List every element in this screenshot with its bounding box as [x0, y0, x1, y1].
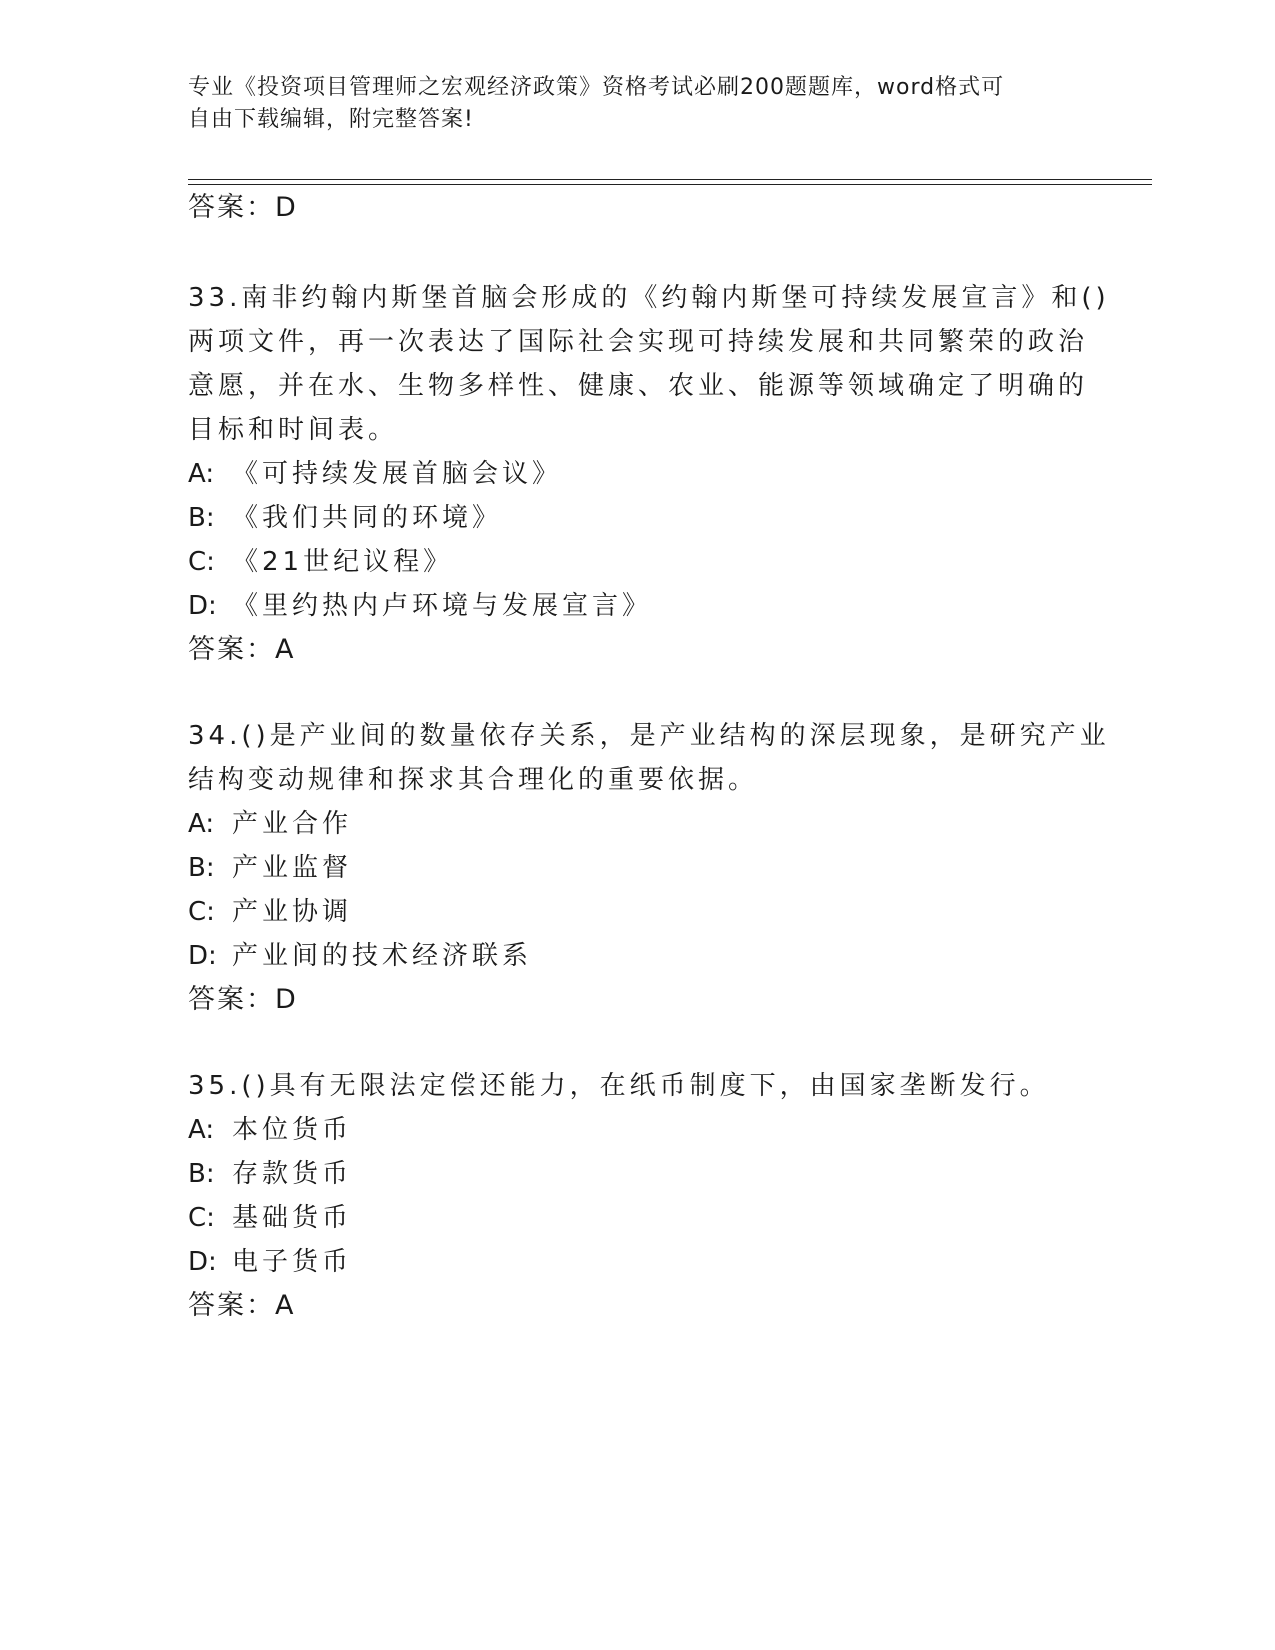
answer: 答案：A [188, 1290, 296, 1321]
option-text: 《21世纪议程》 [232, 547, 454, 577]
option-a [188, 454, 562, 494]
option-b [188, 848, 352, 888]
option-text: 《我们共同的环境》 [232, 503, 503, 533]
header-line-2: 自由下载编辑，附完整答案! [188, 107, 474, 132]
option-d [188, 1242, 352, 1282]
option-key: D: [188, 941, 217, 971]
option-text: 电子货币 [232, 1247, 353, 1277]
question-text-line: 33.南非约翰内斯堡首脑会形成的《约翰内斯堡可持续发展宣言》和() [188, 283, 1110, 313]
option-c [188, 542, 453, 582]
option-text: 《可持续发展首脑会议》 [232, 459, 563, 489]
question-text-line: 34.()是产业间的数量依存关系，是产业结构的深层现象，是研究产业 [188, 721, 1110, 751]
option-b [188, 1154, 352, 1194]
option-text: 产业协调 [232, 897, 353, 927]
answer: 答案：D [188, 984, 298, 1015]
document-header [188, 72, 1068, 136]
question-text-line: 35.()具有无限法定偿还能力，在纸币制度下，由国家垄断发行。 [188, 1071, 1050, 1101]
header-divider-top [188, 179, 1152, 180]
option-text: 存款货币 [232, 1159, 353, 1189]
question-text-line: 目标和时间表。 [188, 415, 399, 445]
question-text-line: 意愿，并在水、生物多样性、健康、农业、能源等领域确定了明确的 [188, 371, 1089, 401]
option-text: 《里约热内卢环境与发展宣言》 [232, 591, 653, 621]
option-key: D: [188, 1247, 217, 1277]
option-key: A: [188, 459, 215, 489]
option-text: 基础货币 [232, 1203, 353, 1233]
header-line-1: 专业《投资项目管理师之宏观经济政策》资格考试必刷200题题库，word格式可 [188, 75, 1005, 100]
option-key: C: [188, 547, 215, 577]
option-key: C: [188, 1203, 215, 1233]
option-key: A: [188, 809, 215, 839]
header-divider-bottom [188, 184, 1152, 185]
option-key: A: [188, 1115, 215, 1145]
option-a [188, 1110, 352, 1150]
option-b [188, 498, 502, 538]
option-key: D: [188, 591, 217, 621]
option-key: B: [188, 503, 215, 533]
option-d [188, 586, 652, 626]
option-text: 本位货币 [232, 1115, 353, 1145]
previous-answer: 答案：D [188, 192, 298, 223]
option-key: C: [188, 897, 215, 927]
option-key: B: [188, 853, 215, 883]
answer: 答案：A [188, 634, 296, 665]
option-text: 产业监督 [232, 853, 353, 883]
option-key: B: [188, 1159, 215, 1189]
option-c [188, 1198, 352, 1238]
option-c [188, 892, 352, 932]
question-text-line: 结构变动规律和探求其合理化的重要依据。 [188, 765, 759, 795]
question-text-line: 两项文件，再一次表达了国际社会实现可持续发展和共同繁荣的政治 [188, 327, 1089, 357]
option-text: 产业间的技术经济联系 [232, 941, 533, 971]
option-a [188, 804, 352, 844]
option-d [188, 936, 532, 976]
option-text: 产业合作 [232, 809, 353, 839]
